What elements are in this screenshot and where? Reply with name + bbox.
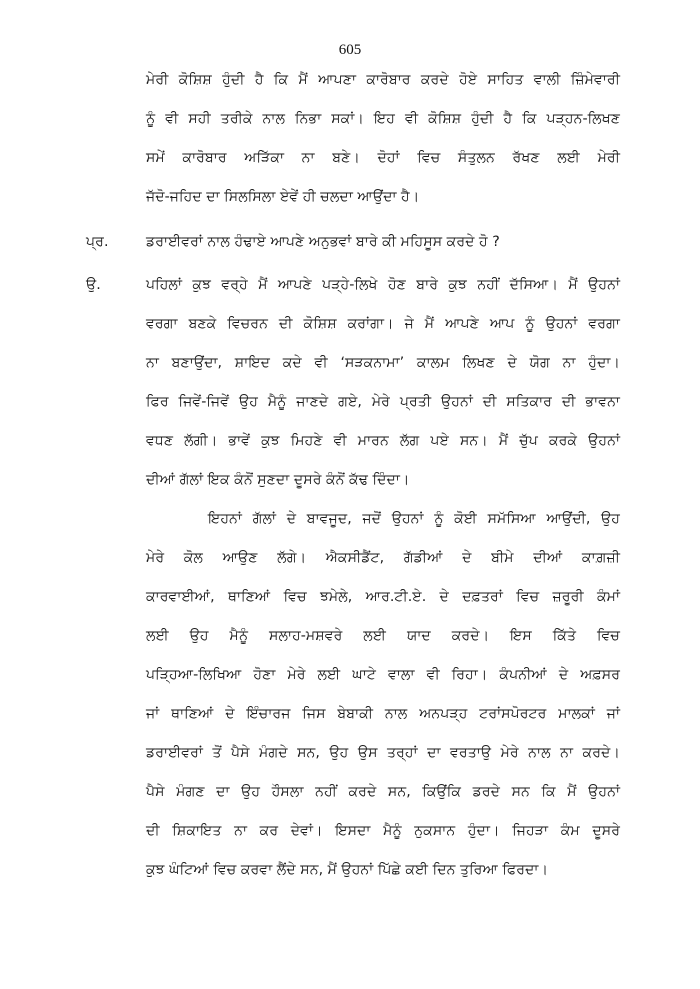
text-line: ਪੈਸੇ ਮੰਗਣ ਦਾ ਉਹ ਹੌਸਲਾ ਨਹੀਂ ਕਰਦੇ ਸਨ, ਕਿਉਂਕਿ ਡਰਦੇ ਸਨ ਕਿ ਮੈਂ ਉਹਨਾਂ [146, 784, 620, 800]
text-line: ਨੂੰ ਵੀ ਸਹੀ ਤਰੀਕੇ ਨਾਲ ਨਿਭਾ ਸਕਾਂ। ਇਹ ਵੀ ਕੋਸ਼ਿਸ਼ ਹੁੰਦੀ ਹੈ ਕਿ ਪੜ੍ਹਨ-ਲਿਖਣ [146, 111, 620, 127]
text-line: ਫਿਰ ਜਿਵੇਂ-ਜਿਵੇਂ ਉਹ ਮੈਨੂੰ ਜਾਣਦੇ ਗਏ, ਮੇਰੇ ਪ੍ਰਤੀ ਉਹਨਾਂ ਦੀ ਸਤਿਕਾਰ ਦੀ ਭਾਵਨਾ [146, 394, 620, 410]
text-line: ਕੁਝ ਘੰਟਿਆਂ ਵਿਚ ਕਰਵਾ ਲੈਂਦੇ ਸਨ, ਮੈਂ ਉਹਨਾਂ ਪਿੱਛੇ ਕਈ ਦਿਨ ਤੁਰਿਆ ਫਿਰਦਾ। [146, 862, 549, 878]
text-line: ਮੇਰੀ ਕੋਸ਼ਿਸ਼ ਹੁੰਦੀ ਹੈ ਕਿ ਮੈਂ ਆਪਣਾ ਕਾਰੋਬਾਰ ਕਰਦੇ ਹੋਏ ਸਾਹਿਤ ਵਾਲੀ ਜ਼ਿੰਮੇਵਾਰੀ [146, 72, 620, 88]
text-line: ਲਈ ਉਹ ਮੈਨੂੰ ਸਲਾਹ-ਮਸ਼ਵਰੇ ਲਈ ਯਾਦ ਕਰਦੇ। ਇਸ ਕਿੱਤੇ ਵਿਚ [146, 628, 620, 644]
text-line: ਦੀ ਸ਼ਿਕਾਇਤ ਨਾ ਕਰ ਦੇਵਾਂ। ਇਸਦਾ ਮੈਨੂੰ ਨੁਕਸਾਨ ਹੁੰਦਾ। ਜਿਹੜਾ ਕੰਮ ਦੂਸਰੇ [146, 823, 620, 839]
text-line: ਦੀਆਂ ਗੱਲਾਂ ਇਕ ਕੰਨੋਂ ਸੁਣਦਾ ਦੂਸਰੇ ਕੰਨੋਂ ਕੱਢ ਦਿੰਦਾ। [146, 472, 410, 488]
question-text: ਡਰਾਈਵਰਾਂ ਨਾਲ ਹੰਢਾਏ ਆਪਣੇ ਅਨੁਭਵਾਂ ਬਾਰੇ ਕੀ ਮਹਿਸੂਸ ਕਰਦੇ ਹੋ ? [146, 234, 500, 250]
text-line: ਵਰਗਾ ਬਣਕੇ ਵਿਚਰਨ ਦੀ ਕੋਸ਼ਿਸ਼ ਕਰਾਂਗਾ। ਜੇ ਮੈਂ ਆਪਣੇ ਆਪ ਨੂੰ ਉਹਨਾਂ ਵਰਗਾ [146, 316, 620, 332]
question-marker: ਪ੍ਰ. [86, 234, 109, 250]
text-line: ਪੜ੍ਹਿਆ-ਲਿਖਿਆ ਹੋਣਾ ਮੇਰੇ ਲਈ ਘਾਟੇ ਵਾਲਾ ਵੀ ਰਿਹਾ। ਕੰਪਨੀਆਂ ਦੇ ਅਫ਼ਸਰ [146, 667, 620, 683]
text-line: ਜੱਦੋ-ਜਹਿਦ ਦਾ ਸਿਲਸਿਲਾ ਏਵੇਂ ਹੀ ਚਲਦਾ ਆਉਂਦਾ ਹੈ। [146, 189, 420, 205]
text-line: ਇਹਨਾਂ ਗੱਲਾਂ ਦੇ ਬਾਵਜੂਦ, ਜਦੋਂ ਉਹਨਾਂ ਨੂੰ ਕੋਈ ਸਮੱਸਿਆ ਆਉਂਦੀ, ਉਹ [208, 511, 620, 527]
text-line: ਕਾਰਵਾਈਆਂ, ਥਾਣਿਆਂ ਵਿਚ ਝਮੇਲੇ, ਆਰ.ਟੀ.ਏ. ਦੇ ਦਫ਼ਤਰਾਂ ਵਿਚ ਜ਼ਰੂਰੀ ਕੰਮਾਂ [146, 589, 620, 605]
text-line: ਮੇਰੇ ਕੋਲ ਆਉਣ ਲੱਗੇ। ਐਕਸੀਡੈਂਟ, ਗੱਡੀਆਂ ਦੇ ਬੀਮੇ ਦੀਆਂ ਕਾਗ਼ਜ਼ੀ [146, 550, 620, 566]
text-line: ਵਧਣ ਲੱਗੀ। ਭਾਵੇਂ ਕੁਝ ਮਿਹਣੇ ਵੀ ਮਾਰਨ ਲੱਗ ਪਏ ਸਨ। ਮੈਂ ਚੁੱਪ ਕਰਕੇ ਉਹਨਾਂ [146, 433, 620, 449]
text-line: ਡਰਾਈਵਰਾਂ ਤੋਂ ਪੈਸੇ ਮੰਗਦੇ ਸਨ, ਉਹ ਉਸ ਤਰ੍ਹਾਂ ਦਾ ਵਰਤਾਉ ਮੇਰੇ ਨਾਲ ਨਾ ਕਰਦੇ। [146, 745, 620, 761]
text-line: ਸਮੇਂ ਕਾਰੋਬਾਰ ਅੜਿੱਕਾ ਨਾ ਬਣੇ। ਦੋਹਾਂ ਵਿਚ ਸੰਤੁਲਨ ਰੱਖਣ ਲਈ ਮੇਰੀ [146, 150, 620, 166]
text-line: ਜਾਂ ਥਾਣਿਆਂ ਦੇ ਇੰਚਾਰਜ ਜਿਸ ਬੇਬਾਕੀ ਨਾਲ ਅਨਪੜ੍ਹ ਟਰਾਂਸਪੋਰਟਰ ਮਾਲਕਾਂ ਜਾਂ [146, 706, 620, 722]
text-line: ਪਹਿਲਾਂ ਕੁਝ ਵਰ੍ਹੇ ਮੈਂ ਆਪਣੇ ਪੜ੍ਹੇ-ਲਿਖੇ ਹੋਣ ਬਾਰੇ ਕੁਝ ਨਹੀਂ ਦੱਸਿਆ। ਮੈਂ ਉਹਨਾਂ [146, 277, 620, 293]
page-number: 605 [338, 42, 362, 58]
answer-marker: ਉ. [86, 277, 101, 293]
text-line: ਨਾ ਬਣਾਉਂਦਾ, ਸ਼ਾਇਦ ਕਦੇ ਵੀ ‘ਸੜਕਨਾਮਾ’ ਕਾਲਮ ਲਿਖਣ ਦੇ ਯੋਗ ਨਾ ਹੁੰਦਾ। [146, 355, 620, 371]
